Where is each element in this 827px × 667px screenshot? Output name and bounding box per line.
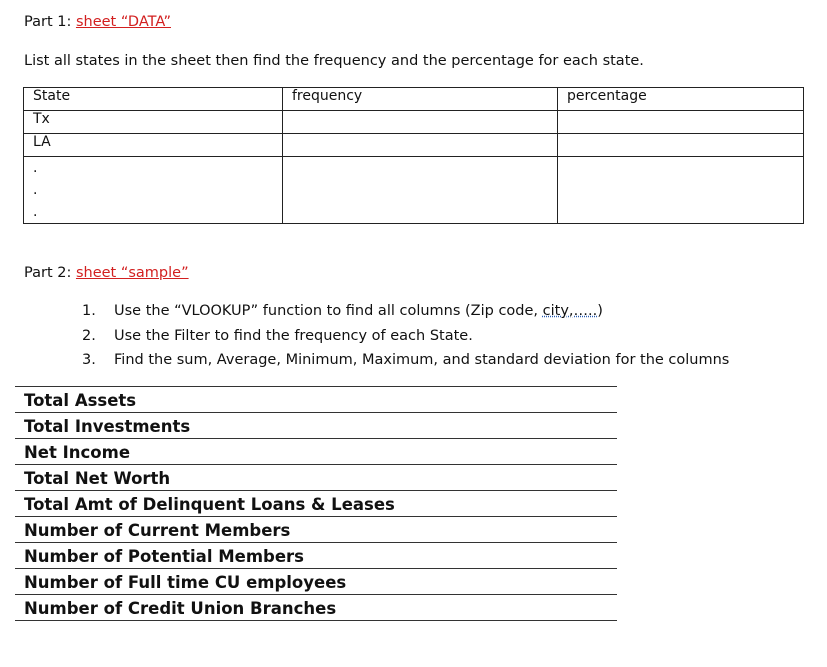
continuation-dot: . [33, 204, 38, 220]
measure-item: Net Income [15, 439, 617, 465]
state-cell[interactable]: LA [24, 134, 283, 157]
steps-list [82, 301, 729, 375]
part2-heading [24, 265, 189, 281]
state-cell[interactable]: Tx [24, 111, 283, 134]
step-spellcheck-word: city,….. [542, 303, 598, 319]
header-state: State [24, 88, 283, 111]
states-table [23, 87, 804, 224]
step-number: 2. [82, 327, 96, 344]
table-row-continuation [24, 157, 804, 224]
step-number: 3. [82, 352, 96, 368]
measure-item: Number of Potential Members [15, 543, 617, 569]
frequency-cell[interactable] [283, 134, 558, 157]
table-header-row [24, 88, 804, 111]
part1-heading [24, 14, 171, 30]
table-row [24, 134, 804, 157]
header-frequency: frequency [283, 88, 558, 111]
step-number: 1. [82, 303, 96, 319]
measure-item: Total Assets [15, 387, 617, 413]
continuation-dot: . [33, 182, 38, 198]
part2-sheet-link[interactable]: sheet “sample” [75, 265, 189, 281]
measure-item: Total Investments [15, 413, 617, 439]
part1-sheet-link[interactable]: sheet “DATA” [75, 14, 171, 30]
list-item [82, 301, 729, 326]
measure-item: Number of Full time CU employees [15, 569, 617, 595]
measures-list [15, 386, 617, 621]
frequency-cell[interactable] [283, 157, 558, 224]
percentage-cell[interactable] [558, 157, 804, 224]
part1-label: Part 1: [24, 14, 72, 30]
list-item [82, 326, 729, 351]
frequency-cell[interactable] [283, 111, 558, 134]
percentage-cell[interactable] [558, 134, 804, 157]
list-item [82, 350, 729, 375]
state-cell-continuation[interactable] [24, 157, 283, 224]
measure-item: Number of Credit Union Branches [15, 595, 617, 621]
measure-item: Number of Current Members [15, 517, 617, 543]
continuation-dot: . [33, 160, 38, 176]
part1-instruction: List all states in the sheet then find the frequency and the percentage for each state. [24, 53, 644, 69]
step-text: Use the “VLOOKUP” function to find all columns (Zip code, [114, 303, 543, 319]
step-text-end: ) [597, 303, 603, 319]
header-percentage: percentage [558, 88, 804, 111]
percentage-cell[interactable] [558, 111, 804, 134]
part2-label: Part 2: [24, 265, 72, 281]
table-row [24, 111, 804, 134]
step-text: Find the sum, Average, Minimum, Maximum, and standard deviation for the columns [114, 352, 730, 368]
step-text: Use the Filter to find the frequency of each State. [114, 327, 473, 344]
measure-item: Total Net Worth [15, 465, 617, 491]
measure-item: Total Amt of Delinquent Loans & Leases [15, 491, 617, 517]
